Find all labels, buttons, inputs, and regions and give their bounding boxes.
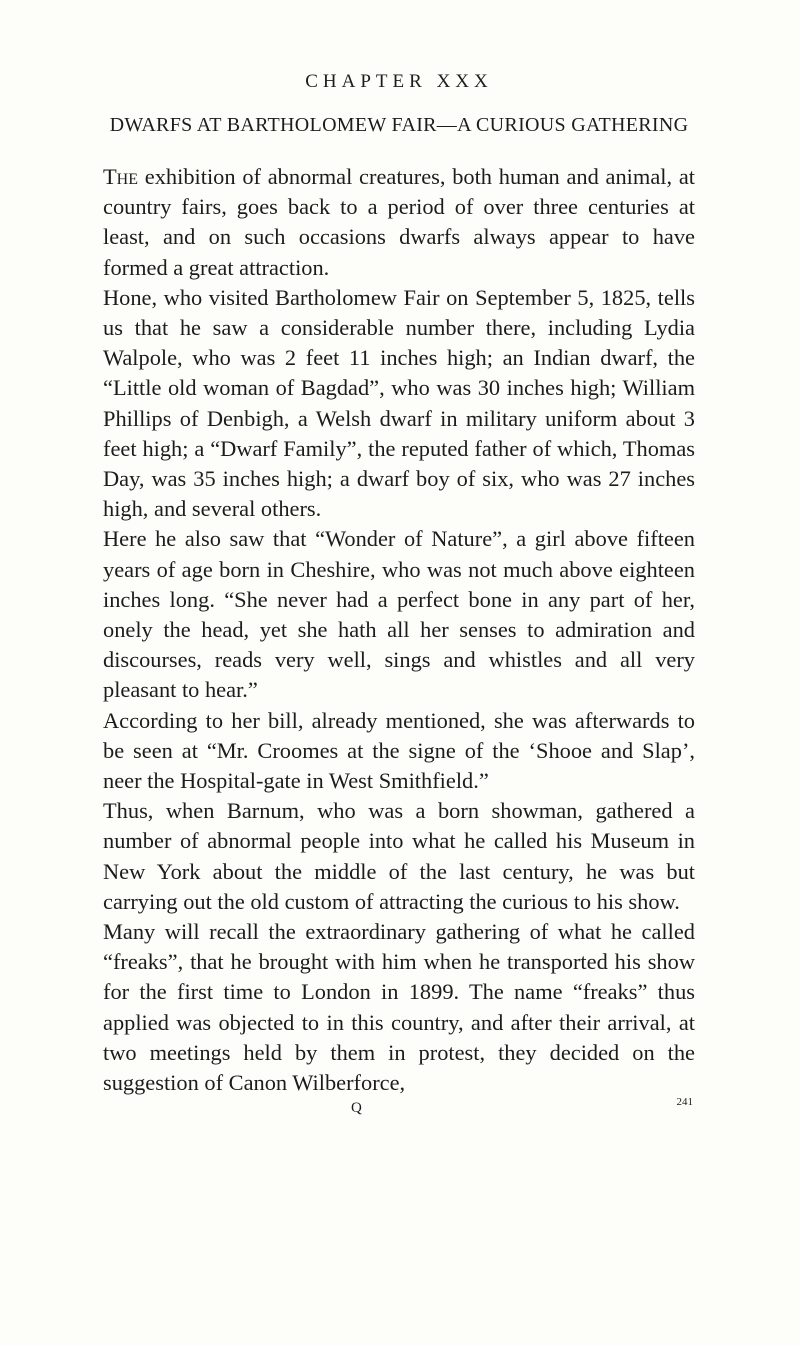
page-footer [103,1096,695,1124]
paragraph-1 [103,162,695,283]
paragraph-6: Many will recall the extraordinary gathering of what he called “freaks”, that he brought with him when he transported his show for the first time to London in 1899. The name “freaks” thus applied was objected to in this country, and after their arrival, at two meetings held by them in protest, they decided on the suggestion of Canon Wilberforce, [103,919,695,1096]
body-text [103,162,695,1098]
paragraph-2: Hone, who visited Bartholomew Fair on September 5, 1825, tells us that he saw a considerable number there, including Lydia Walpole, who was 2 feet 11 inches high; an Indian dwarf, the “Little old woman of Bagdad”, who was 30 inches high; William Phillips of Denbigh, a Welsh dwarf in military uniform about 3 feet high; a “Dwarf Family”, the reputed father of which, Thomas Day, was 35 inches high; a dwarf boy of six, who was 27 inches high, and several others. [103,284,695,522]
drop-word: The [103,164,139,189]
chapter-heading: CHAPTER XXX [305,71,493,92]
book-page [103,70,695,1124]
signature-mark: Q [351,1100,362,1117]
paragraph-3: Here he also saw that “Wonder of Nature”, a girl above fifteen years of age born in Cheshire, who was not much above eighteen inches long. “She never had a perfect bone in any part of her, onely the head, yet she hath all her senses to admiration and discourses, reads very well, sings and whistles and all very pleasant to hear.” [103,526,695,703]
paragraph-4: According to her bill, already mentioned, she was afterwards to be seen at “Mr. Croomes at the signe of the ‘Shooe and Slap’, neer the Hospital-gate in West Smithfield.” [103,707,695,794]
paragraph-1-text: exhibition of abnormal creatures, both human and animal, at country fairs, goes back to a period of over three centuries at least, and on such occasions dwarfs always appear to have formed a great attraction. [103,164,695,280]
paragraph-5: Thus, when Barnum, who was a born showman, gathered a number of abnormal people into what he called his Museum in New York about the middle of the last century, he was but carrying out the old custom of attracting the curious to his show. [103,798,695,914]
page-number: 241 [676,1096,693,1109]
chapter-title: DWARFS AT BARTHOLOMEW FAIR—A CURIOUS GATHERING [109,114,689,136]
